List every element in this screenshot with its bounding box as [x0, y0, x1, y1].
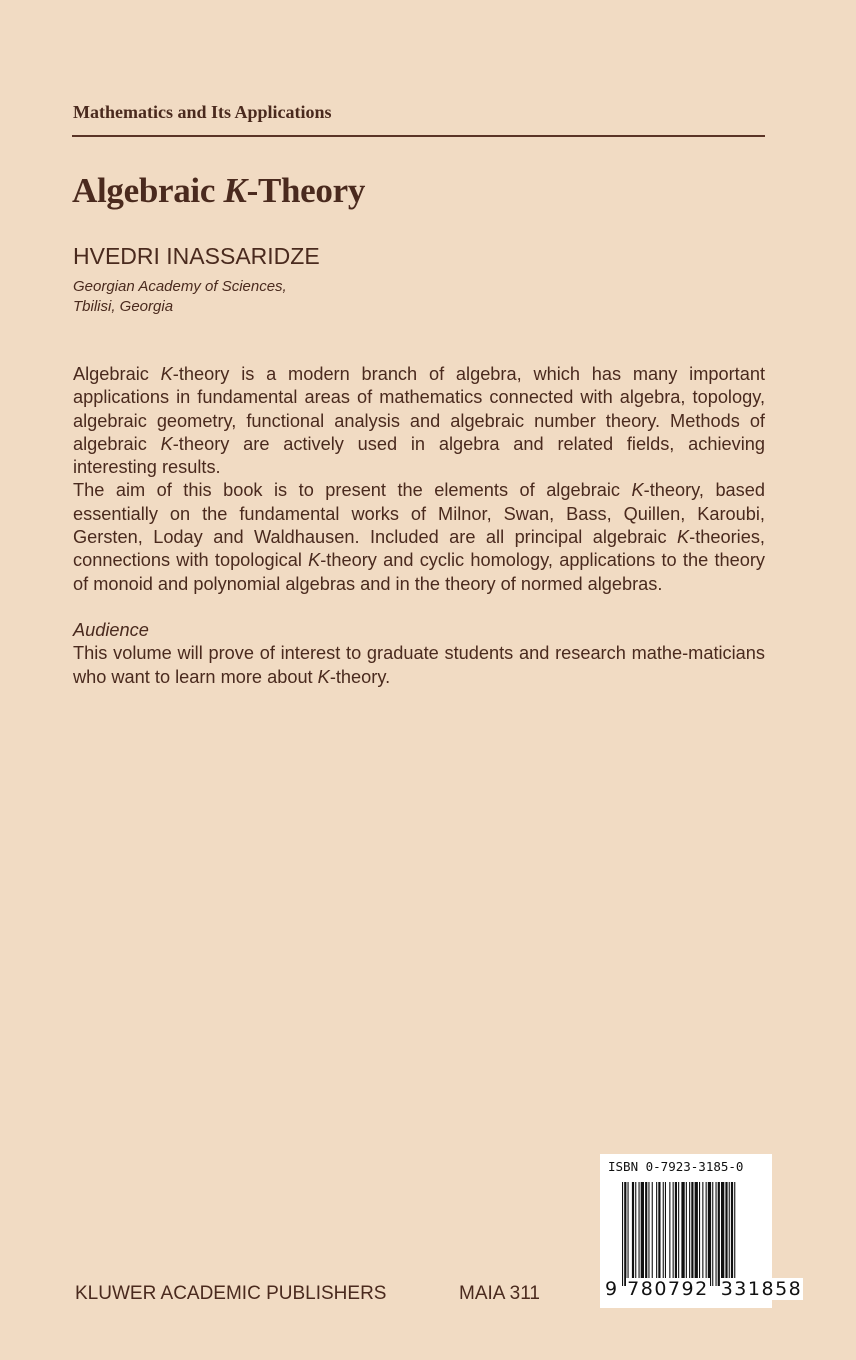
barcode-bar [645, 1182, 647, 1286]
publisher-name: KLUWER ACADEMIC PUBLISHERS [75, 1283, 387, 1304]
barcode-digits [604, 1278, 803, 1300]
audience-heading: Audience [73, 619, 149, 640]
barcode-bar [725, 1182, 727, 1286]
barcode-bar [731, 1182, 733, 1286]
barcode-bar [729, 1182, 730, 1286]
barcode-bar [656, 1182, 657, 1286]
affiliation-line-2: Tbilisi, Georgia [73, 298, 174, 315]
author-name: HVEDRI INASSARIDZE [73, 243, 320, 269]
description [73, 363, 765, 689]
barcode-bar [706, 1182, 707, 1286]
barcode-bar [641, 1182, 644, 1286]
barcode-bar [622, 1182, 623, 1286]
barcode-bar [695, 1182, 698, 1286]
barcode-bar [624, 1182, 626, 1286]
barcode-bar [632, 1182, 634, 1286]
barcode-bar [691, 1182, 693, 1286]
isbn-barcode-panel [600, 1154, 803, 1308]
barcode-bar [702, 1182, 703, 1286]
barcode-bar [635, 1182, 636, 1286]
barcode-bar [663, 1182, 664, 1286]
barcode-bar [669, 1182, 670, 1286]
title-prefix: Algebraic [72, 171, 224, 210]
barcode-first-digit: 9 [605, 1278, 618, 1300]
title-k: K [223, 171, 247, 210]
barcode-bar [718, 1182, 720, 1286]
barcode-bar [712, 1182, 713, 1286]
isbn-label: ISBN 0-7923-3185-0 [608, 1159, 744, 1174]
series-title: Mathematics and Its Applications [73, 102, 332, 122]
barcode-bar [652, 1182, 653, 1286]
barcode-bar [681, 1182, 684, 1286]
series-number: MAIA 311 [459, 1283, 540, 1304]
barcode-right-group: 331858 [720, 1278, 803, 1300]
barcode-bar [716, 1182, 717, 1286]
barcode-bar [639, 1182, 640, 1286]
barcode-bar [628, 1182, 629, 1286]
barcode-bar [658, 1182, 660, 1286]
barcode-bar [675, 1182, 677, 1286]
book-title [72, 171, 365, 211]
affiliation-line-1: Georgian Academy of Sciences, [73, 278, 287, 295]
header-divider [72, 135, 765, 137]
barcode [622, 1182, 766, 1286]
author-affiliation [73, 277, 287, 317]
title-suffix: -Theory [246, 171, 366, 210]
barcode-bar [689, 1182, 690, 1286]
barcode-left-group: 780792 [627, 1278, 709, 1300]
barcode-bar [678, 1182, 679, 1286]
barcode-bar [721, 1182, 724, 1286]
description-paragraph-1: Algebraic K-theory is a modern branch of algebra, which has many important applications in fundamental areas of mathematics connected with algebra, topology, algebraic geometry, functional analysis and algebraic number theory. Methods of algebraic K-theory are actively used in algebra and related fields, achieving interesting results. [73, 364, 765, 478]
barcode-bar [673, 1182, 674, 1286]
description-paragraph-2: The aim of this book is to present the elements of algebraic K-theory, based essentially on the fundamental works of Milnor, Swan, Bass, Quillen, Karoubi, Gersten, Loday and Waldhausen. Included are all principal algebraic K-theories, connections with topological K-theory and cyclic homology, applications to the theory of monoid and polynomial algebras and in the theory of normed algebras. [73, 480, 765, 594]
barcode-bar [665, 1182, 666, 1286]
barcode-bar [734, 1182, 735, 1286]
barcode-bar [699, 1182, 700, 1286]
barcode-bar [708, 1182, 711, 1286]
audience-paragraph: This volume will prove of interest to graduate students and research mathe-maticians who want to learn more about K-theory. [73, 643, 765, 687]
barcode-bar [648, 1182, 649, 1286]
barcode-bar [686, 1182, 687, 1286]
